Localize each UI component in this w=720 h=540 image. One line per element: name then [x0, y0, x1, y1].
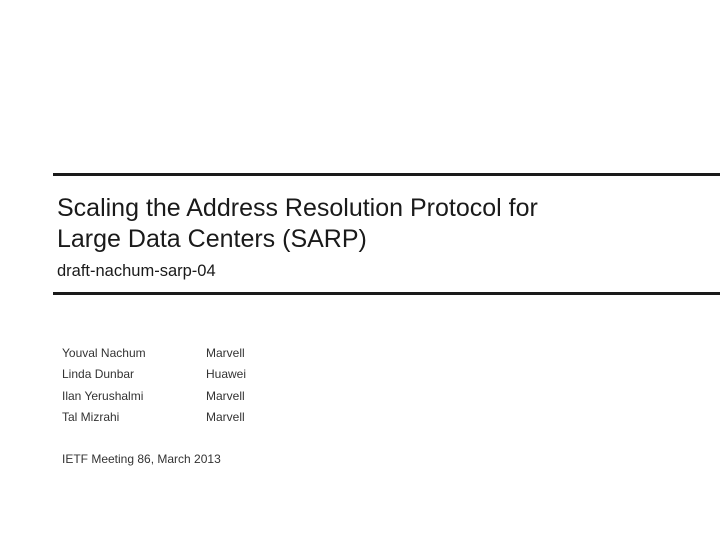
slide-title-line-2: Large Data Centers (SARP): [57, 225, 367, 253]
author-row: [62, 364, 246, 386]
author-affiliation: Marvell: [206, 410, 245, 425]
draft-name: draft-nachum-sarp-04: [57, 262, 216, 280]
slide-title: [57, 193, 538, 255]
slide-title-line-1: Scaling the Address Resolution Protocol for: [57, 194, 538, 222]
author-affiliation: Huawei: [206, 367, 247, 382]
author-row: [62, 342, 246, 364]
meeting-info: IETF Meeting 86, March 2013: [62, 452, 221, 466]
title-top-divider: [53, 173, 720, 176]
author-name: Tal Mizrahi: [62, 410, 120, 425]
author-name: Youval Nachum: [62, 345, 146, 360]
authors-table: [62, 342, 246, 428]
author-affiliation: Marvell: [206, 388, 245, 403]
author-row: [62, 407, 246, 429]
author-affiliation: Marvell: [206, 345, 245, 360]
author-name: Ilan Yerushalmi: [62, 388, 144, 403]
author-row: [62, 385, 246, 407]
title-bottom-divider: [53, 292, 720, 295]
author-name: Linda Dunbar: [62, 367, 135, 382]
